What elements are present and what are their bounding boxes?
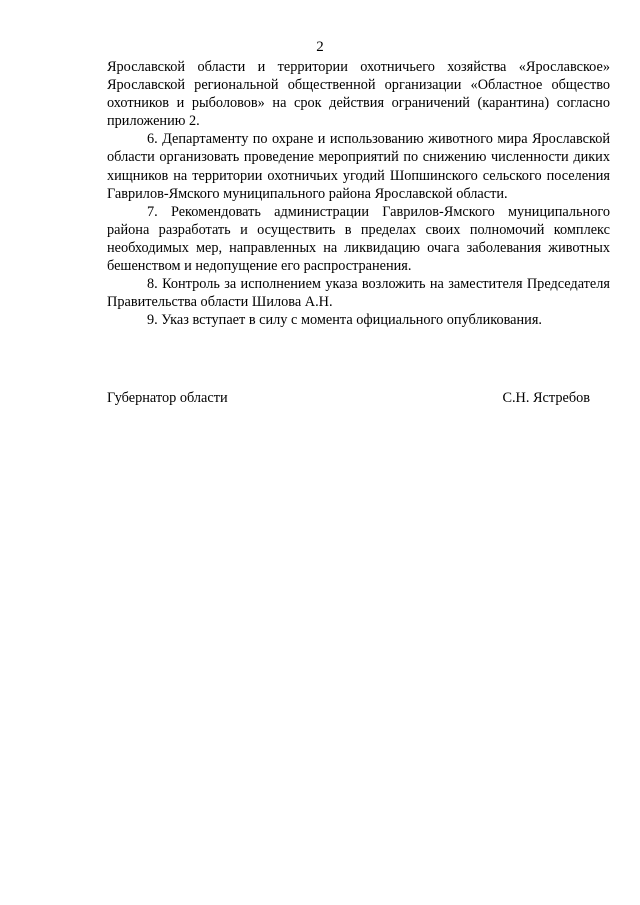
signatory-name: С.Н. Ястребов (502, 390, 590, 406)
document-body (107, 58, 610, 329)
paragraph-item-8: 8. Контроль за исполнением указа возложить на заместителя Председателя Правительства области Шилова А.Н. (107, 276, 610, 311)
signature-block (107, 389, 590, 407)
paragraph-item-9: 9. Указ вступает в силу с момента официального опубликования. (147, 312, 542, 329)
paragraph-item-6: 6. Департаменту по охране и использованию животного мира Ярославской области организовать проведение мероприятий по снижению численности диких хищников на территории охотничьих угодий Шопшинского сельского поселения Гаврилов-Ямского муниципального района Ярославской области. (107, 131, 610, 202)
paragraph-continuation: Ярославской области и территории охотничьего хозяйства «Ярославское» Ярославской региональной общественной организации «Областное общество охотников и рыболовов» на срок действия ограничений (карантина) согласно приложению 2. (107, 59, 610, 130)
signatory-position: Губернатор области (107, 390, 228, 406)
paragraph-item-7: 7. Рекомендовать администрации Гаврилов-Ямского муниципального района разработать и осуществить в пределах своих полномочий комплекс необходимых мер, направленных на ликвидацию очага заболевания животных бешенством и недопущение его распространения. (107, 203, 610, 275)
page-number: 2 (316, 39, 324, 55)
